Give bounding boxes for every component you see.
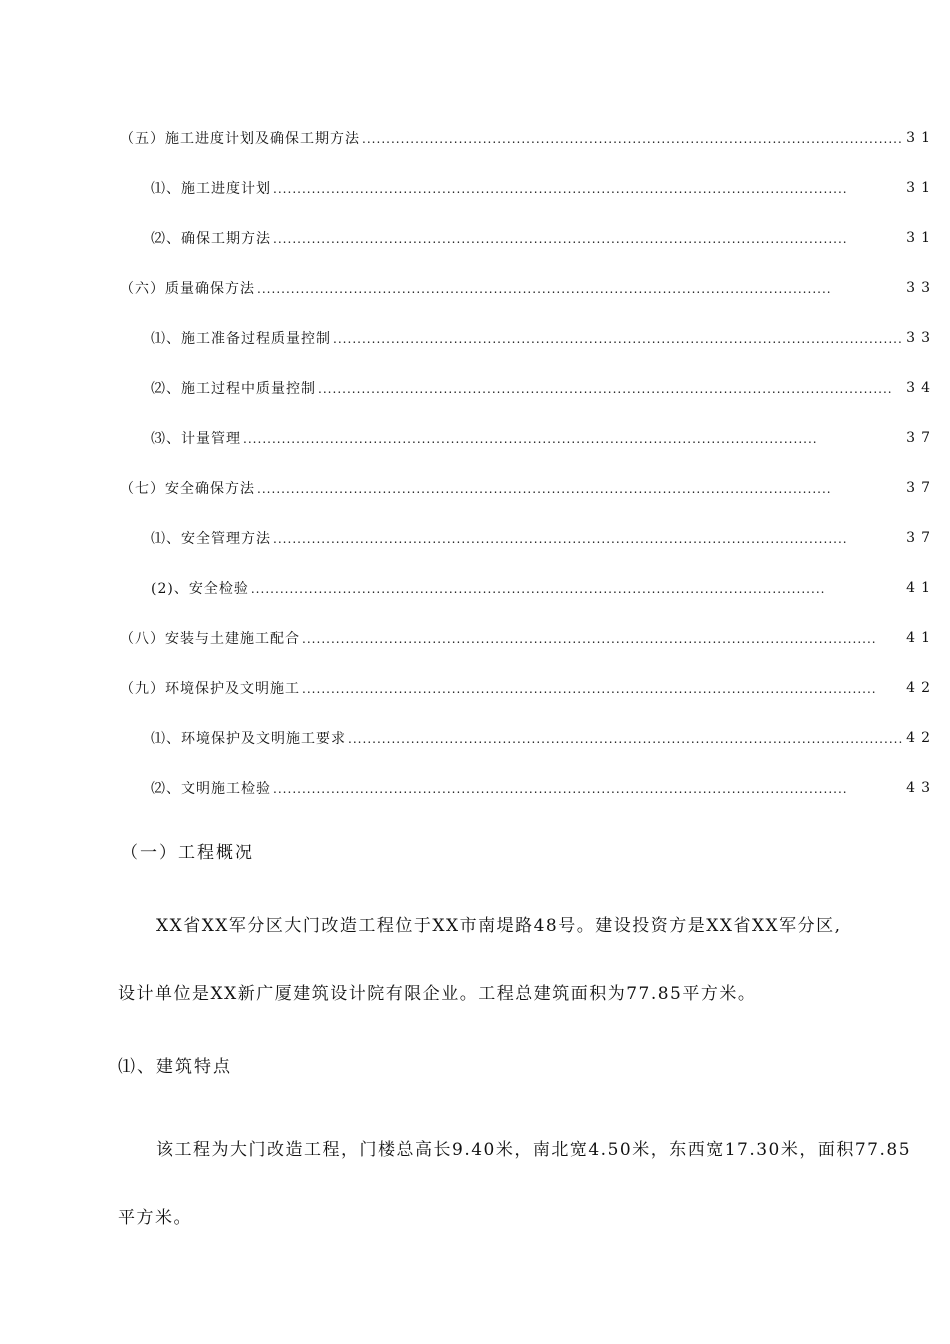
toc-dot-leader: [273, 232, 902, 246]
toc-dot-leader: [257, 482, 902, 496]
toc-entry[interactable]: [0, 113, 950, 163]
toc-entry[interactable]: [0, 513, 950, 563]
toc-page-number: 37: [906, 430, 936, 446]
toc-entry[interactable]: [0, 463, 950, 513]
toc-page-number: 31: [906, 230, 936, 246]
toc-page-number: 34: [906, 380, 936, 396]
toc-entry[interactable]: [0, 613, 950, 663]
toc-entry[interactable]: [0, 363, 950, 413]
toc-page-number: 42: [906, 680, 936, 696]
toc-entry-label: (2)、安全检验: [151, 581, 249, 597]
overview-paragraph: [118, 892, 938, 1028]
toc-entry[interactable]: [0, 213, 950, 263]
toc-entry[interactable]: [0, 163, 950, 213]
section-heading: （一）工程概况: [121, 843, 254, 863]
toc-dot-leader: [273, 532, 902, 546]
toc-dot-leader: [273, 782, 902, 796]
toc-entry[interactable]: [0, 313, 950, 363]
toc-entry-label: （六）质量确保方法: [120, 281, 255, 297]
toc-dot-leader: [243, 432, 902, 446]
paragraph-line: 该工程为大门改造工程，门楼总高长9.40米，南北宽4.50米，东西宽17.30米，面积77.85: [156, 1140, 912, 1160]
toc-entry[interactable]: [0, 713, 950, 763]
toc-page-number: 41: [906, 630, 936, 646]
toc-entry-label: ⑴、施工准备过程质量控制: [151, 331, 331, 347]
features-paragraph: [118, 1116, 938, 1252]
toc-entry-label: ⑵、文明施工检验: [151, 781, 271, 797]
toc-dot-leader: [348, 732, 902, 746]
toc-dot-leader: [257, 282, 902, 296]
toc-page-number: 33: [906, 330, 936, 346]
toc-page-number: 41: [906, 580, 936, 596]
toc-entry[interactable]: [0, 413, 950, 463]
toc-entry-label: （九）环境保护及文明施工: [120, 681, 300, 697]
toc-entry-label: ⑵、施工过程中质量控制: [151, 381, 316, 397]
paragraph-line: 设计单位是XX新广厦建筑设计院有限企业。工程总建筑面积为77.85平方米。: [118, 984, 757, 1004]
toc-page-number: 37: [906, 530, 936, 546]
table-of-contents: [0, 113, 950, 813]
toc-entry-label: （七）安全确保方法: [120, 481, 255, 497]
toc-entry-label: ⑵、确保工期方法: [151, 231, 271, 247]
paragraph-line: 平方米。: [118, 1208, 192, 1228]
toc-entry-label: ⑶、计量管理: [151, 431, 241, 447]
toc-dot-leader: [302, 632, 902, 646]
sub-heading: ⑴、建筑特点: [118, 1057, 232, 1077]
toc-dot-leader: [251, 582, 902, 596]
paragraph-line: XX省XX军分区大门改造工程位于XX市南堤路48号。建设投资方是XX省XX军分区,: [156, 916, 842, 936]
toc-entry-label: （八）安装与土建施工配合: [120, 631, 300, 647]
toc-entry[interactable]: [0, 663, 950, 713]
toc-entry[interactable]: [0, 563, 950, 613]
toc-entry-label: ⑴、环境保护及文明施工要求: [151, 731, 346, 747]
toc-page-number: 33: [906, 280, 936, 296]
toc-dot-leader: [318, 382, 902, 396]
toc-entry-label: ⑴、施工进度计划: [151, 181, 271, 197]
toc-dot-leader: [362, 132, 902, 146]
toc-entry-label: ⑴、安全管理方法: [151, 531, 271, 547]
toc-page-number: 37: [906, 480, 936, 496]
toc-page-number: 43: [906, 780, 936, 796]
toc-dot-leader: [302, 682, 902, 696]
toc-dot-leader: [333, 332, 902, 346]
toc-entry[interactable]: [0, 263, 950, 313]
toc-page-number: 42: [906, 730, 936, 746]
toc-dot-leader: [273, 182, 902, 196]
toc-page-number: 31: [906, 130, 936, 146]
toc-entry[interactable]: [0, 763, 950, 813]
toc-page-number: 31: [906, 180, 936, 196]
toc-entry-label: （五）施工进度计划及确保工期方法: [120, 131, 360, 147]
